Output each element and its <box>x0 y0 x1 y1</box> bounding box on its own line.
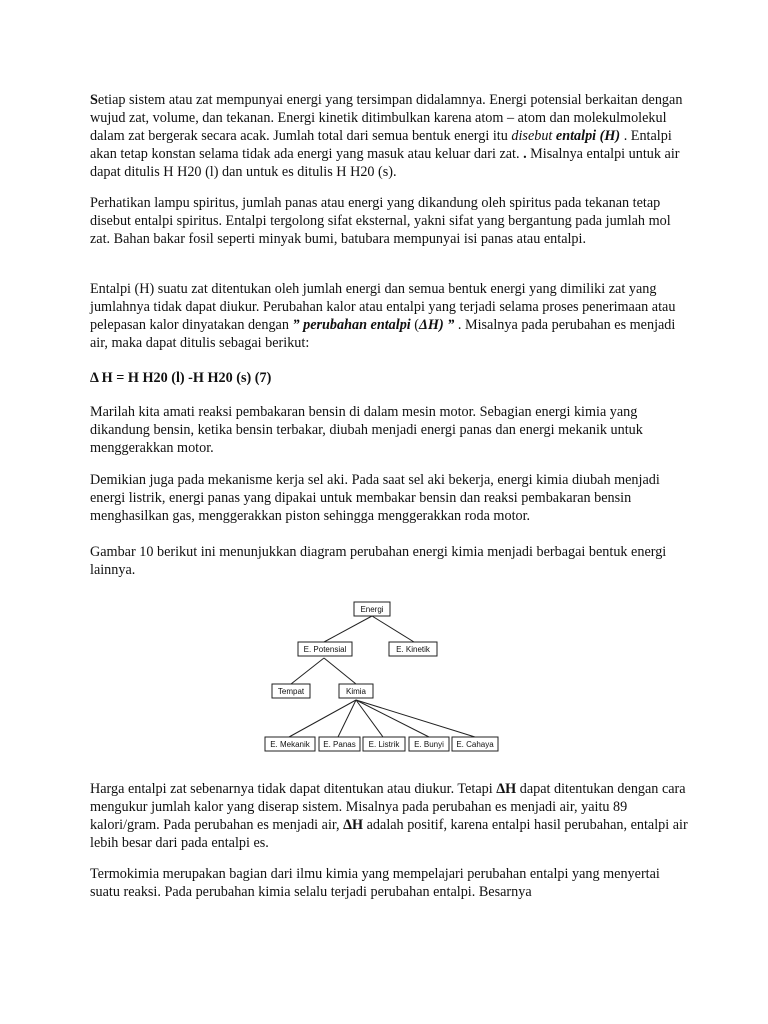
node-e-potensial <box>298 642 352 656</box>
edge-kimia-mekanik <box>289 700 356 737</box>
term-entalpi: entalpi (H) <box>555 128 621 144</box>
svg-text:Tempat: Tempat <box>277 687 305 696</box>
edge-kimia-cahaya <box>356 700 475 737</box>
node-e-panas <box>319 737 360 751</box>
svg-text:E. Kinetik: E. Kinetik <box>396 645 430 654</box>
dropcap-letter: S <box>90 92 98 108</box>
edge-potensial-kimia <box>324 658 356 684</box>
paragraph-termokimia: Termokimia merupakan bagian dari ilmu kimia yang mempelajari perubahan entalpi yang menyertai suatu reaksi. Pada perubahan kimia selalu terjadi perubahan entalpi. Besarnya <box>90 866 660 900</box>
node-e-bunyi <box>409 737 449 751</box>
svg-text:E. Potensial: E. Potensial <box>303 645 347 654</box>
svg-text:E. Bunyi: E. Bunyi <box>414 740 444 749</box>
term-delta-h: ΔH) ” <box>419 317 455 333</box>
paragraph-perubahan-entalpi: Entalpi (H) suatu zat ditentukan oleh jumlah energi dan semua bentuk energi yang dimiliki zat yang jumlahnya tidak dapat diukur. Perubahan kalor atau entalpi yang terjadi selama proses penerimaan atau pelepasan kalor dinyatakan dengan ” perubahan entalpi (ΔH) ” . Misalnya pada perubahan es menjadi air, maka dapat ditulis sebagai berikut: <box>90 281 676 351</box>
node-kimia <box>339 684 373 698</box>
node-e-kinetik <box>389 642 437 656</box>
edge-energi-kinetik <box>372 616 414 642</box>
paragraph-gambar-10: Gambar 10 berikut ini menunjukkan diagram perubahan energi kimia menjadi berbagai bentuk energi lainnya. <box>90 544 667 578</box>
svg-text:E. Listrik: E. Listrik <box>368 740 400 749</box>
symbol-delta-h: ΔH <box>343 817 364 833</box>
edge-potensial-tempat <box>291 658 324 684</box>
edge-kimia-panas <box>338 700 356 737</box>
edge-energi-potensial <box>324 616 372 642</box>
node-e-mekanik <box>265 737 315 751</box>
paragraph-harga-entalpi: Harga entalpi zat sebenarnya tidak dapat ditentukan atau diukur. Tetapi ΔH dapat ditentukan dengan cara mengukur jumlah kalor yang diserap sistem. Misalnya pada perubahan es menjadi air, yaitu 89 kalori/gram. Pada perubahan es menjadi air, ΔH adalah positif, karena entalpi hasil perubahan, entalpi air lebih besar dari pada entalpi es. <box>90 781 688 851</box>
svg-text:Kimia: Kimia <box>345 687 367 696</box>
term-disebut: disebut <box>511 128 556 144</box>
formula-delta-h: Δ H = H H20 (l) -H H20 (s) (7) <box>90 370 272 386</box>
node-tempat <box>272 684 310 698</box>
svg-text:E. Panas: E. Panas <box>323 740 356 749</box>
term-perubahan-entalpi: ” perubahan entalpi <box>292 317 411 333</box>
svg-text:Energi: Energi <box>360 605 384 614</box>
edge-kimia-listrik <box>356 700 383 737</box>
paragraph-entalpi-definition: Setiap sistem atau zat mempunyai energi yang tersimpan didalamnya. Energi potensial berkaitan dengan wujud zat, volume, dan tekanan. Energi kinetik ditimbulkan karena atom – atom dan molekulmolekul dalam zat bergerak secara acak. Jumlah total dari semua bentuk energi itu disebut entalpi (H) . Entalpi akan tetap konstan selama tidak ada energi yang masuk atau keluar dari zat. . Misalnya entalpi untuk air dapat ditulis H H20 (l) dan untuk es ditulis H H20 (s). <box>90 92 683 180</box>
paragraph-mesin-motor: Marilah kita amati reaksi pembakaran bensin di dalam mesin motor. Sebagian energi kimia yang dikandung bensin, ketika bensin terbakar, diubah menjadi energi panas dan energi mekanik untuk menggerakkan motor. <box>90 404 643 456</box>
node-energi <box>354 602 390 616</box>
node-e-listrik <box>363 737 405 751</box>
svg-text:E. Mekanik: E. Mekanik <box>270 740 310 749</box>
svg-text:E. Cahaya: E. Cahaya <box>456 740 494 749</box>
energy-tree-diagram <box>255 596 505 758</box>
symbol-delta-h: ΔH <box>496 781 517 797</box>
node-e-cahaya <box>452 737 498 751</box>
paragraph-lampu-spiritus: Perhatikan lampu spiritus, jumlah panas atau energi yang dikandung oleh spiritus pada tekanan tetap disebut entalpi spiritus. Entalpi tergolong sifat eksternal, yakni sifat yang bergantung pada jumlah mol zat. Bahan bakar fosil seperti minyak bumi, batubara mempunyai isi panas atau entalpi. <box>90 195 671 247</box>
edge-kimia-bunyi <box>356 700 429 737</box>
paragraph-sel-aki: Demikian juga pada mekanisme kerja sel aki. Pada saat sel aki bekerja, energi kimia diubah menjadi energi listrik, energi panas yang dipakai untuk membakar bensin dan reaksi pembakaran bensin menghasilkan gas, menggerakkan piston sehingga menggerakkan roda motor. <box>90 472 660 524</box>
